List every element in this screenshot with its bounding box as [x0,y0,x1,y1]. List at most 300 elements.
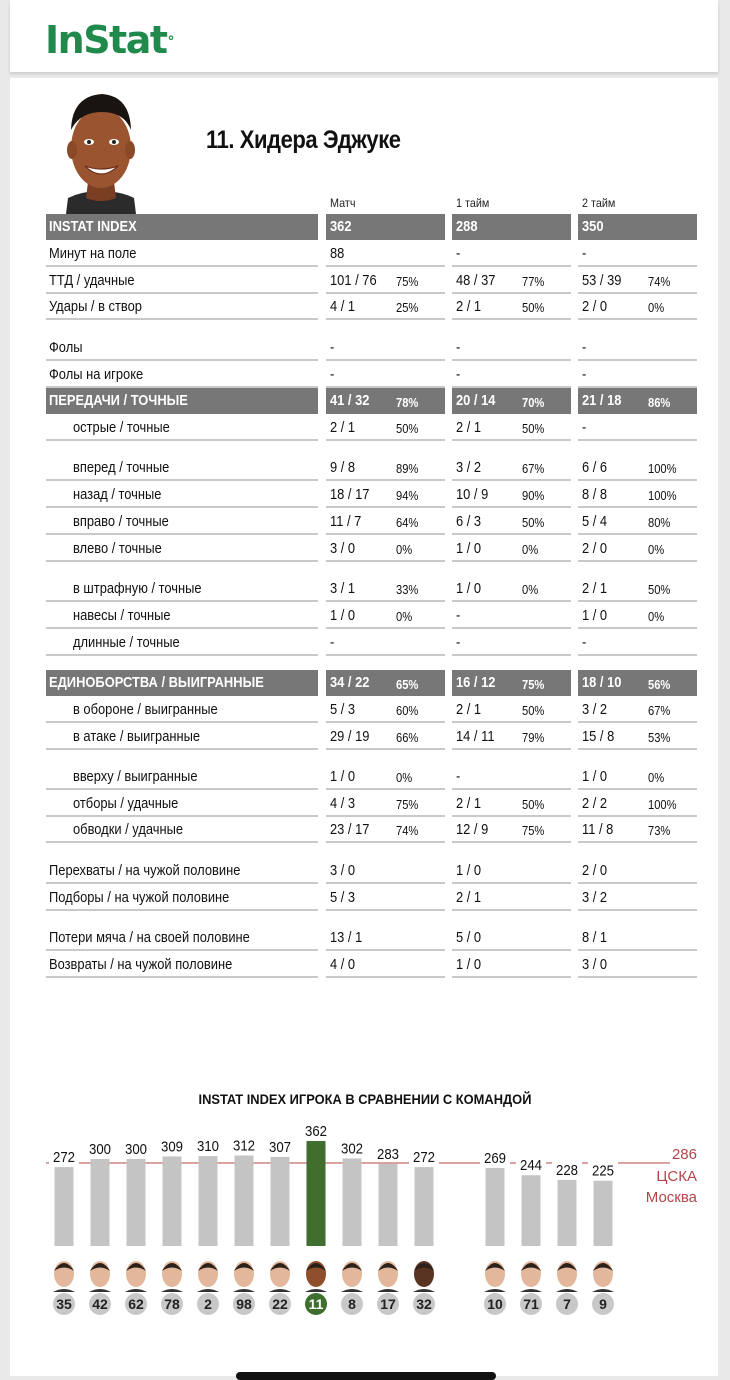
stat-label-cell [46,268,318,294]
stat-percent: 0% [648,609,665,624]
stat-value: 20 / 14 [456,392,496,409]
stat-label-cell [46,576,318,602]
stat-percent: 90% [522,488,545,503]
second-half-value-cell [578,214,697,240]
second-half-value-cell [578,482,697,508]
stat-value: - [456,768,461,785]
stat-percent: 77% [522,274,545,289]
first-half-value-cell [452,536,571,562]
bar-value-label: 312 [233,1136,255,1154]
stat-label: в атаке / выигранные [73,728,201,745]
bar-value-label: 310 [197,1137,219,1155]
jersey-number: 11 [308,1296,324,1312]
stat-percent: 50% [522,515,545,530]
stat-percent: 65% [396,677,419,692]
match-value-cell [326,724,445,750]
first-half-value-cell [452,925,571,951]
second-half-value-cell [578,925,697,951]
bar-value-label: 272 [53,1148,75,1166]
stat-value: 34 / 22 [330,674,370,691]
match-value-cell [326,294,445,320]
stat-value: 3 / 0 [330,540,356,557]
stat-percent: 53% [648,730,671,745]
bar-player-11 [307,1141,326,1246]
stat-label-cell [46,455,318,481]
stat-row [0,630,730,656]
stat-value: 10 / 9 [456,486,489,503]
stat-percent: 33% [396,582,419,597]
stat-percent: 50% [522,421,545,436]
stat-row [0,885,730,911]
match-value-cell [326,388,445,414]
stat-label: Фолы [49,339,83,356]
stat-value: 29 / 19 [330,728,370,745]
stat-value: - [330,366,335,383]
stat-percent: 50% [648,582,671,597]
first-half-value-cell [452,455,571,481]
stat-row [0,294,730,320]
stat-percent: 86% [648,395,671,410]
stat-row [0,455,730,481]
column-header-match: Матч [330,196,356,210]
section-header-row [0,388,730,414]
bar-player-9 [594,1181,613,1246]
stat-value: 8 / 1 [582,929,608,946]
stat-row [0,576,730,602]
stat-label-cell [46,697,318,723]
column-header-second-half: 2 тайм [582,196,616,210]
player-face-icon[interactable] [556,1261,578,1292]
match-value-cell [326,670,445,696]
second-half-value-cell [578,603,697,629]
stat-value: - [582,419,587,436]
stat-percent: 0% [396,609,413,624]
stat-value: 88 [330,245,345,262]
stat-value: 288 [456,218,478,235]
second-half-value-cell [578,670,697,696]
stat-value: 1 / 0 [456,540,482,557]
second-half-value-cell [578,952,697,978]
stat-value: 1 / 0 [456,956,482,973]
jersey-number: 98 [236,1296,252,1312]
stat-value: 2 / 1 [330,419,356,436]
stat-percent: 25% [396,300,419,315]
second-half-value-cell [578,791,697,817]
stat-value: 41 / 32 [330,392,370,409]
first-half-value-cell [452,885,571,911]
stat-value: - [330,339,335,356]
player-face-icon[interactable] [89,1261,111,1292]
stat-percent: 0% [648,542,665,557]
stat-value: - [456,607,461,624]
second-half-value-cell [578,536,697,562]
stat-label: ЕДИНОБОРСТВА / ВЫИГРАННЫЕ [49,674,264,691]
jersey-number: 8 [348,1296,356,1312]
stat-value: 14 / 11 [456,728,495,745]
second-half-value-cell [578,630,697,656]
jersey-number: 2 [204,1296,212,1312]
first-half-value-cell [452,576,571,602]
stat-label-cell [46,241,318,267]
stat-percent: 60% [396,703,419,718]
stat-value: 3 / 2 [582,889,608,906]
bar-player-22 [271,1157,290,1246]
stat-label-cell [46,630,318,656]
jersey-number: 10 [487,1296,503,1312]
stat-value: 2 / 1 [582,580,608,597]
stat-label: Возвраты / на чужой половине [49,956,233,973]
jersey-number: 9 [599,1296,607,1312]
stat-percent: 89% [396,461,419,476]
stat-label-cell [46,536,318,562]
match-value-cell [326,241,445,267]
stat-value: 3 / 0 [582,956,608,973]
section-header-row [0,670,730,696]
stat-percent: 74% [396,823,419,838]
match-value-cell [326,415,445,441]
stat-value: 21 / 18 [582,392,622,409]
stat-percent: 94% [396,488,419,503]
stat-label-cell [46,925,318,951]
stat-value: 101 / 76 [330,272,377,289]
stat-value: 5 / 3 [330,889,356,906]
stat-row [0,268,730,294]
stat-value: 4 / 1 [330,298,356,315]
player-face-icon[interactable] [197,1261,219,1292]
bar-player-17 [379,1164,398,1246]
player-face-icon[interactable] [53,1261,75,1292]
stat-percent: 56% [648,677,671,692]
stat-value: 2 / 0 [582,862,608,879]
logo-mark: ° [167,34,174,50]
stat-label: влево / точные [73,540,162,557]
stat-value: 18 / 10 [582,674,622,691]
stat-value: 1 / 0 [330,768,356,785]
stat-value: 1 / 0 [582,768,608,785]
match-value-cell [326,630,445,656]
stat-percent: 67% [522,461,545,476]
stat-value: 2 / 1 [456,795,482,812]
stat-percent: 0% [396,770,413,785]
stat-value: - [582,245,587,262]
bar-value-label: 300 [89,1140,111,1158]
match-value-cell [326,791,445,817]
stat-percent: 75% [522,677,545,692]
first-half-value-cell [452,791,571,817]
stat-row [0,858,730,884]
first-half-value-cell [452,603,571,629]
bar-value-label: 283 [377,1145,399,1163]
stat-label-cell [46,509,318,535]
player-name: 11. Хидера Эджуке [206,126,401,154]
stat-label-cell [46,885,318,911]
second-half-value-cell [578,724,697,750]
stat-row [0,724,730,750]
stat-row [0,482,730,508]
second-half-value-cell [578,885,697,911]
stat-percent: 66% [396,730,419,745]
stat-percent: 50% [396,421,419,436]
stat-label-cell [46,362,318,388]
second-half-value-cell [578,509,697,535]
jersey-number: 22 [272,1296,288,1312]
stat-value: 18 / 17 [330,486,370,503]
stat-label: Перехваты / на чужой половине [49,862,241,879]
instat-logo[interactable] [45,18,173,62]
stat-value: 2 / 1 [456,419,482,436]
bar-value-label: 302 [341,1139,363,1157]
stat-label-cell [46,791,318,817]
stat-label: Удары / в створ [49,298,142,315]
first-half-value-cell [452,214,571,240]
stat-value: 53 / 39 [582,272,622,289]
bar-player-71 [522,1175,541,1246]
section-header-row [0,214,730,240]
bar-value-label: 228 [556,1161,578,1179]
stat-percent: 74% [648,274,671,289]
stat-value: 8 / 8 [582,486,608,503]
stat-value: 6 / 6 [582,459,608,476]
stat-label-cell [46,670,318,696]
stat-value: 48 / 37 [456,272,496,289]
stat-label: вперед / точные [73,459,170,476]
player-face-icon[interactable] [233,1261,255,1292]
bar-value-label: 244 [520,1156,542,1174]
first-half-value-cell [452,362,571,388]
stat-label-cell [46,724,318,750]
second-half-value-cell [578,858,697,884]
stat-label-cell [46,335,318,361]
player-face-icon[interactable] [125,1261,147,1292]
player-face-icon[interactable] [305,1261,327,1292]
stat-label-cell [46,764,318,790]
jersey-number: 62 [128,1296,144,1312]
stat-label: отборы / удачные [73,795,179,812]
stat-label: Минут на поле [49,245,137,262]
stat-label: ТТД / удачные [49,272,135,289]
bar-value-label: 300 [125,1140,147,1158]
stat-percent: 64% [396,515,419,530]
bar-player-42 [91,1159,110,1246]
bar-player-35 [55,1167,74,1246]
player-face-icon[interactable] [377,1261,399,1292]
header-bar [10,0,718,72]
stat-row [0,764,730,790]
first-half-value-cell [452,294,571,320]
stat-row [0,509,730,535]
stat-value: 5 / 0 [456,929,482,946]
player-face-icon[interactable] [413,1261,435,1292]
stat-value: - [582,634,587,651]
second-half-value-cell [578,362,697,388]
bar-player-8 [343,1158,362,1246]
stat-percent: 100% [648,461,677,476]
player-face-icon[interactable] [592,1261,614,1292]
stat-value: - [330,634,335,651]
jersey-number: 7 [563,1296,571,1312]
player-face-icon[interactable] [341,1261,363,1292]
stat-row [0,362,730,388]
bar-player-78 [163,1156,182,1246]
stat-value: 3 / 1 [330,580,356,597]
stat-value: 1 / 0 [582,607,608,624]
match-value-cell [326,268,445,294]
match-value-cell [326,536,445,562]
stat-value: - [582,366,587,383]
first-half-value-cell [452,952,571,978]
first-half-value-cell [452,764,571,790]
first-half-value-cell [452,858,571,884]
second-half-value-cell [578,268,697,294]
stat-row [0,697,730,723]
stat-value: 4 / 0 [330,956,356,973]
first-half-value-cell [452,697,571,723]
stat-label-cell [46,214,318,240]
stat-label: Подборы / на чужой половине [49,889,230,906]
match-value-cell [326,885,445,911]
bar-value-label: 272 [413,1148,435,1166]
first-half-value-cell [452,724,571,750]
stat-value: - [456,339,461,356]
player-face-icon[interactable] [161,1261,183,1292]
stat-value: 6 / 3 [456,513,482,530]
reference-value-label: 286 [671,1146,697,1164]
stat-percent: 73% [648,823,671,838]
match-value-cell [326,362,445,388]
bar-player-7 [558,1180,577,1246]
stat-percent: 0% [522,582,539,597]
stat-value: 2 / 0 [582,540,608,557]
first-half-value-cell [452,388,571,414]
match-value-cell [326,697,445,723]
stat-value: 1 / 0 [456,580,482,597]
stat-value: 15 / 8 [582,728,615,745]
stat-percent: 0% [648,300,665,315]
stat-value: 9 / 8 [330,459,356,476]
stat-label: длинные / точные [73,634,180,651]
stat-label: в штрафную / точные [73,580,202,597]
stat-row [0,241,730,267]
match-value-cell [326,214,445,240]
stat-percent: 0% [648,770,665,785]
player-photo [58,90,144,214]
first-half-value-cell [452,335,571,361]
stat-value: 16 / 12 [456,674,496,691]
stat-label-cell [46,817,318,843]
stat-label: обводки / удачные [73,821,184,838]
stat-value: 3 / 2 [456,459,482,476]
second-half-value-cell [578,388,697,414]
stat-row [0,536,730,562]
second-half-value-cell [578,764,697,790]
stat-row [0,603,730,629]
stat-label: Потери мяча / на своей половине [49,929,250,946]
jersey-number: 35 [56,1296,72,1312]
stat-label: навесы / точные [73,607,171,624]
stat-label: в обороне / выигранные [73,701,218,718]
jersey-number: 32 [416,1296,432,1312]
stat-percent: 75% [396,274,419,289]
first-half-value-cell [452,670,571,696]
stat-percent: 100% [648,488,677,503]
stat-percent: 0% [522,542,539,557]
second-half-value-cell [578,817,697,843]
bar-value-label: 309 [161,1137,183,1155]
second-half-value-cell [578,415,697,441]
first-half-value-cell [452,630,571,656]
stat-label: острые / точные [73,419,170,436]
bar-player-98 [235,1156,254,1246]
stat-value: 2 / 1 [456,701,482,718]
stat-value: 3 / 0 [330,862,356,879]
home-indicator[interactable] [236,1372,496,1380]
player-face-icon[interactable] [269,1261,291,1292]
bar-value-label: 362 [305,1122,327,1140]
stat-row [0,925,730,951]
player-face-icon[interactable] [484,1261,506,1292]
jersey-number: 17 [380,1296,396,1312]
logo-text: InStat [45,18,167,62]
stat-percent: 78% [396,395,419,410]
stat-value: 350 [582,218,604,235]
match-value-cell [326,576,445,602]
match-value-cell [326,455,445,481]
second-half-value-cell [578,294,697,320]
jersey-number: 42 [92,1296,108,1312]
stat-value: 2 / 1 [456,298,482,315]
player-face-icon[interactable] [520,1261,542,1292]
stat-percent: 67% [648,703,671,718]
jersey-number: 71 [523,1296,539,1312]
reference-city-label: Москва [645,1189,697,1207]
stat-label: вверху / выигранные [73,768,198,785]
stat-value: 3 / 2 [582,701,608,718]
stat-label-cell [46,388,318,414]
stat-value: 2 / 0 [582,298,608,315]
stat-label: вправо / точные [73,513,169,530]
stat-value: 23 / 17 [330,821,370,838]
stat-value: 5 / 3 [330,701,356,718]
second-half-value-cell [578,335,697,361]
stat-row [0,415,730,441]
stat-value: 1 / 0 [330,607,356,624]
stat-label: назад / точные [73,486,162,503]
jersey-number: 78 [164,1296,180,1312]
stat-value: 11 / 7 [330,513,362,530]
bar-player-32 [415,1167,434,1246]
reference-team-label: ЦСКА [656,1168,697,1186]
stat-value: - [456,245,461,262]
match-value-cell [326,764,445,790]
stat-value: 12 / 9 [456,821,489,838]
stat-label-cell [46,858,318,884]
first-half-value-cell [452,415,571,441]
match-value-cell [326,925,445,951]
bar-value-label: 225 [592,1161,614,1179]
stat-value: 11 / 8 [582,821,614,838]
stat-label-cell [46,294,318,320]
stat-value: 13 / 1 [330,929,363,946]
stat-percent: 0% [396,542,413,557]
match-value-cell [326,817,445,843]
match-value-cell [326,603,445,629]
stat-value: 2 / 1 [456,889,482,906]
first-half-value-cell [452,241,571,267]
bar-player-10 [486,1168,505,1246]
stat-label: INSTAT INDEX [49,218,137,235]
stat-value: 362 [330,218,352,235]
stat-label: ПЕРЕДАЧИ / ТОЧНЫЕ [49,392,188,409]
